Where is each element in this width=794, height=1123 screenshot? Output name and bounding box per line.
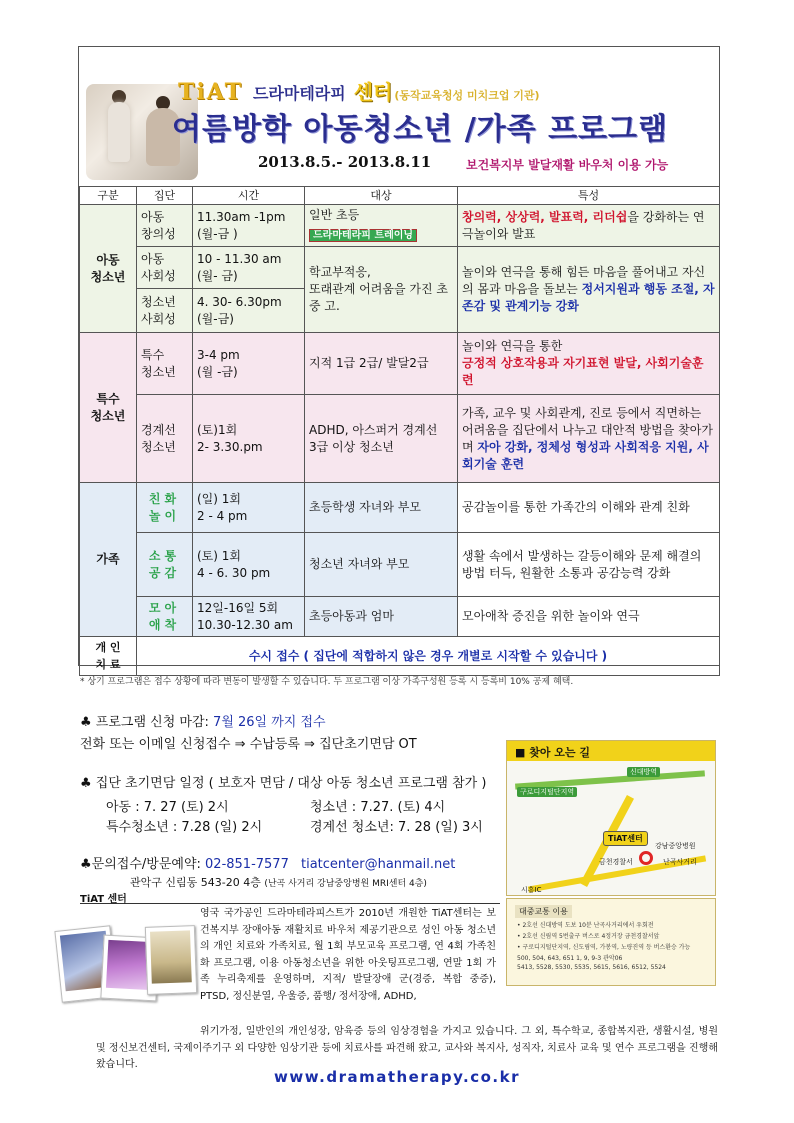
brand-line <box>178 76 540 105</box>
transit-line: 5413, 5528, 5530, 5535, 5615, 5616, 6512, 5524 <box>517 964 666 971</box>
process-line: 전화 또는 이메일 신청접수 ⇒ 수납등록 ⇒ 집단초기면담 OT <box>80 737 417 752</box>
feature-highlight: 자아 강화, 정체성 형성과 사회적응 지원, 사회기술 훈련 <box>462 439 709 471</box>
group-label: 아동 청소년 <box>90 252 126 284</box>
address-note: (난곡 사거리 강남중앙병원 MRI센터 4층) <box>264 879 427 889</box>
table-header-row <box>80 187 720 205</box>
row-feature: 공감놀이를 통한 가족간의 이해와 관계 친화 <box>458 483 720 533</box>
table-row <box>80 533 720 597</box>
address-line <box>130 874 427 890</box>
row-target: 초등아동과 엄마 <box>305 597 458 637</box>
row-feature <box>458 247 720 333</box>
feature-highlight: 정서지원과 행동 조절, 자존감 및 관계기능 강화 <box>462 282 715 313</box>
tiat-location-pin: TiAT센터 <box>603 831 648 846</box>
target-tag: 드라마테라피 트레이닝 <box>309 229 417 242</box>
map-label-police: 금천경찰서 <box>599 858 633 866</box>
transit-info <box>506 898 716 986</box>
row-feature <box>458 205 720 247</box>
directions-map <box>506 740 716 896</box>
group-special <box>80 333 137 483</box>
center-title: TiAT 센터 <box>80 890 500 904</box>
header-feature: 특성 <box>458 187 720 205</box>
contact-line <box>80 853 455 872</box>
row-name: 특수 청소년 <box>137 333 193 395</box>
special-interview: 특수청소년 : 7.28 (일) 2시 <box>106 820 263 835</box>
group-individual <box>80 637 137 676</box>
row-target: 지적 1급 2급/ 발달2급 <box>305 333 458 395</box>
family-name: 모아 애착 <box>148 600 181 632</box>
row-time: (일) 1회 2 - 4 pm <box>193 483 305 533</box>
contact-label: ♣문의접수/방문예약: <box>80 857 201 872</box>
footnote: * 상기 프로그램은 접수 상황에 따라 변동이 발생할 수 있습니다. 두 프로그램 이상 가족구성원 등록 시 등록비 10% 공제 혜택. <box>80 677 574 687</box>
target-text: 일반 초등 <box>309 208 360 222</box>
map-label-guro: 구로디지털단지역 <box>517 787 577 797</box>
row-feature <box>458 333 720 395</box>
row-name: 아동 사회성 <box>137 247 193 289</box>
row-time: (토) 1회 4 - 6. 30 pm <box>193 533 305 597</box>
feature-highlight: 창의력, 상상력, 발표력, 리더쉽 <box>462 209 628 224</box>
table-row <box>80 333 720 395</box>
family-name: 친화 놀이 <box>148 491 181 523</box>
table-row <box>80 205 720 247</box>
row-time: 10 - 11.30 am (월- 금) <box>193 247 305 289</box>
brand-tiat-logo: TiAT <box>178 79 243 105</box>
map-area <box>507 761 715 895</box>
individual-note: 수시 접수 ( 집단에 적합하지 않은 경우 개별로 시작할 수 있습니다 ) <box>137 637 720 676</box>
youth-interview: 청소년 : 7.27. (토) 4시 <box>310 800 446 815</box>
address: 관악구 신림동 543-20 4층 <box>130 876 261 889</box>
header-group: 집단 <box>137 187 193 205</box>
child-interview: 아동 : 7. 27 (토) 2시 <box>106 800 229 815</box>
email-link[interactable]: tiatcenter@hanmail.net <box>301 857 456 872</box>
row-name <box>137 597 193 637</box>
map-title: ■ 찾아 오는 길 <box>507 741 715 761</box>
brand-center: 센터 <box>353 80 393 104</box>
transit-line: 500, 504, 643, 651 1, 9, 9-3 관악06 <box>517 955 623 962</box>
row-time: 11.30am -1pm (월-금 ) <box>193 205 305 247</box>
row-time: 3-4 pm (월 -금) <box>193 333 305 395</box>
row-target: 학교부적응, 또래관계 어려움을 가진 초 중 고. <box>305 247 458 333</box>
row-name <box>137 483 193 533</box>
transit-title: 대중교통 이용 <box>515 905 572 918</box>
program-table <box>79 186 720 676</box>
table-row <box>80 247 720 289</box>
group-family <box>80 483 137 637</box>
group-child <box>80 205 137 333</box>
deadline-line <box>80 711 326 730</box>
table-row <box>80 637 720 676</box>
header-target: 대상 <box>305 187 458 205</box>
program-dates: 2013.8.5.- 2013.8.11 <box>258 153 432 171</box>
brand-subtitle: (동작교육청성 미치크업 기관) <box>394 89 540 102</box>
table-row <box>80 395 720 483</box>
header-time: 시간 <box>193 187 305 205</box>
group-label: 가족 <box>96 552 120 566</box>
map-label-nangok: 난곡사거리 <box>663 858 697 866</box>
center-description: 영국 국가공인 드라마테라피스트가 2010년 개원한 TiAT센터는 보건복지부 장애아동 재활치료 바우처 제공기관으로 성인 아동 청소년의 개인 치료와 가족치료, 월 1회 부모교육 프로그램, 연 4회 가족친화 프로그램, 이용 아동청소년을 위한 아웃팅프로그램, 연말 1회 가족 누리축제를 운영하며, 지적/ 발달장애 군(경증, 복합 중증), PTSD, 정신분열, 우울증, 품행/ 정서장애, ADHD, <box>200 908 496 1002</box>
table-row <box>80 483 720 533</box>
website-link[interactable]: www.dramatherapy.co.kr <box>274 1068 520 1086</box>
map-label-sindaebang: 신대방역 <box>627 767 660 777</box>
group-label: 개 인 치 료 <box>95 641 121 671</box>
row-time: (토)1회 2- 3.30.pm <box>193 395 305 483</box>
row-name <box>137 533 193 597</box>
photo-image <box>150 930 192 983</box>
header-category: 구분 <box>80 187 137 205</box>
deadline-value: 7월 26일 까지 접수 <box>213 715 326 730</box>
transit-line: • 구로디지털단지역, 신도림역, 가봉역, 노량진역 등 버스환승 가능 <box>517 944 691 951</box>
transit-line: • 2호선 신대방역 도보 10분 난곡사거리에서 우회전 <box>517 922 654 929</box>
row-target: 청소년 자녀와 부모 <box>305 533 458 597</box>
figure-body <box>108 102 130 162</box>
center-photos <box>58 920 198 1030</box>
location-circle-icon <box>639 851 653 865</box>
feature-text: 가족, 교우 및 사회관계, 진로 등에서 직면하는 어려움을 집단에서 나누고 대안적 방법을 찾아가며 <box>462 405 713 454</box>
feature-highlight: 긍정적 상호작용과 자기표현 발달, 사회기술훈련 <box>462 356 704 387</box>
row-feature <box>458 395 720 483</box>
feature-text: 놀이와 연극을 통한 <box>462 339 563 353</box>
row-feature: 생활 속에서 발생하는 갈등이해와 문제 해결의 방법 터득, 원활한 소통과 공감능력 강화 <box>458 533 720 597</box>
brand-dramatherapy: 드라마테라피 <box>252 84 346 103</box>
row-target: 초등학생 자녀와 부모 <box>305 483 458 533</box>
map-label-hospital: 강남중앙병원 <box>655 842 696 850</box>
feature-text: 을 강화하는 연극놀이와 발표 <box>462 209 705 241</box>
feature-text: 놀이와 연극을 통해 힘든 마음을 풀어내고 자신의 몸과 마음을 돌보는 <box>462 265 706 296</box>
row-time: 12일-16일 5회 10.30-12.30 am <box>193 597 305 637</box>
group-label: 특수 청소년 <box>90 391 126 423</box>
row-target: ADHD, 아스퍼거 경계선 3급 이상 청소년 <box>305 395 458 483</box>
center-description-2: 위기가정, 일반인의 개인성장, 암육증 등의 임상경험을 가지고 있습니다. 그 외, 특수학교, 종합복지관, 생활시설, 병원 및 정신보건센터, 국제이주기구 외 다양한 임상기관 등에 치료사를 파견해 왔고, 교사와 복지사, 성직자, 치료사 교육 및 연수 프로그램을 진행해 왔습니다. <box>96 1026 718 1071</box>
transit-line: • 2호선 신림역 5번출구 버스로 4정거장 금천경찰서앞 <box>517 933 660 940</box>
page-title: 여름방학 아동청소년 /가족 프로그램 <box>172 112 668 147</box>
table-row <box>80 597 720 637</box>
map-label-siheung: 시흥IC <box>521 886 542 894</box>
row-time: 4. 30- 6.30pm (월-금) <box>193 289 305 333</box>
row-name: 경계선 청소년 <box>137 395 193 483</box>
family-name: 소통 공감 <box>148 548 181 580</box>
border-interview: 경계선 청소년: 7. 28 (일) 3시 <box>310 820 483 835</box>
deadline-label: ♣ 프로그램 신청 마감: <box>80 715 209 730</box>
interview-title: ♣ 집단 초기면담 일정 ( 보호자 면담 / 대상 아동 청소년 프로그램 참가 ) <box>80 776 487 791</box>
row-name: 청소년 사회성 <box>137 289 193 333</box>
phone-number[interactable]: 02-851-7577 <box>205 857 289 872</box>
row-feature: 모아애착 증진을 위한 놀이와 연극 <box>458 597 720 637</box>
row-target <box>305 205 458 247</box>
row-name: 아동 창의성 <box>137 205 193 247</box>
photo <box>145 925 197 995</box>
voucher-note: 보건복지부 발달재활 바우처 이용 가능 <box>466 158 669 172</box>
